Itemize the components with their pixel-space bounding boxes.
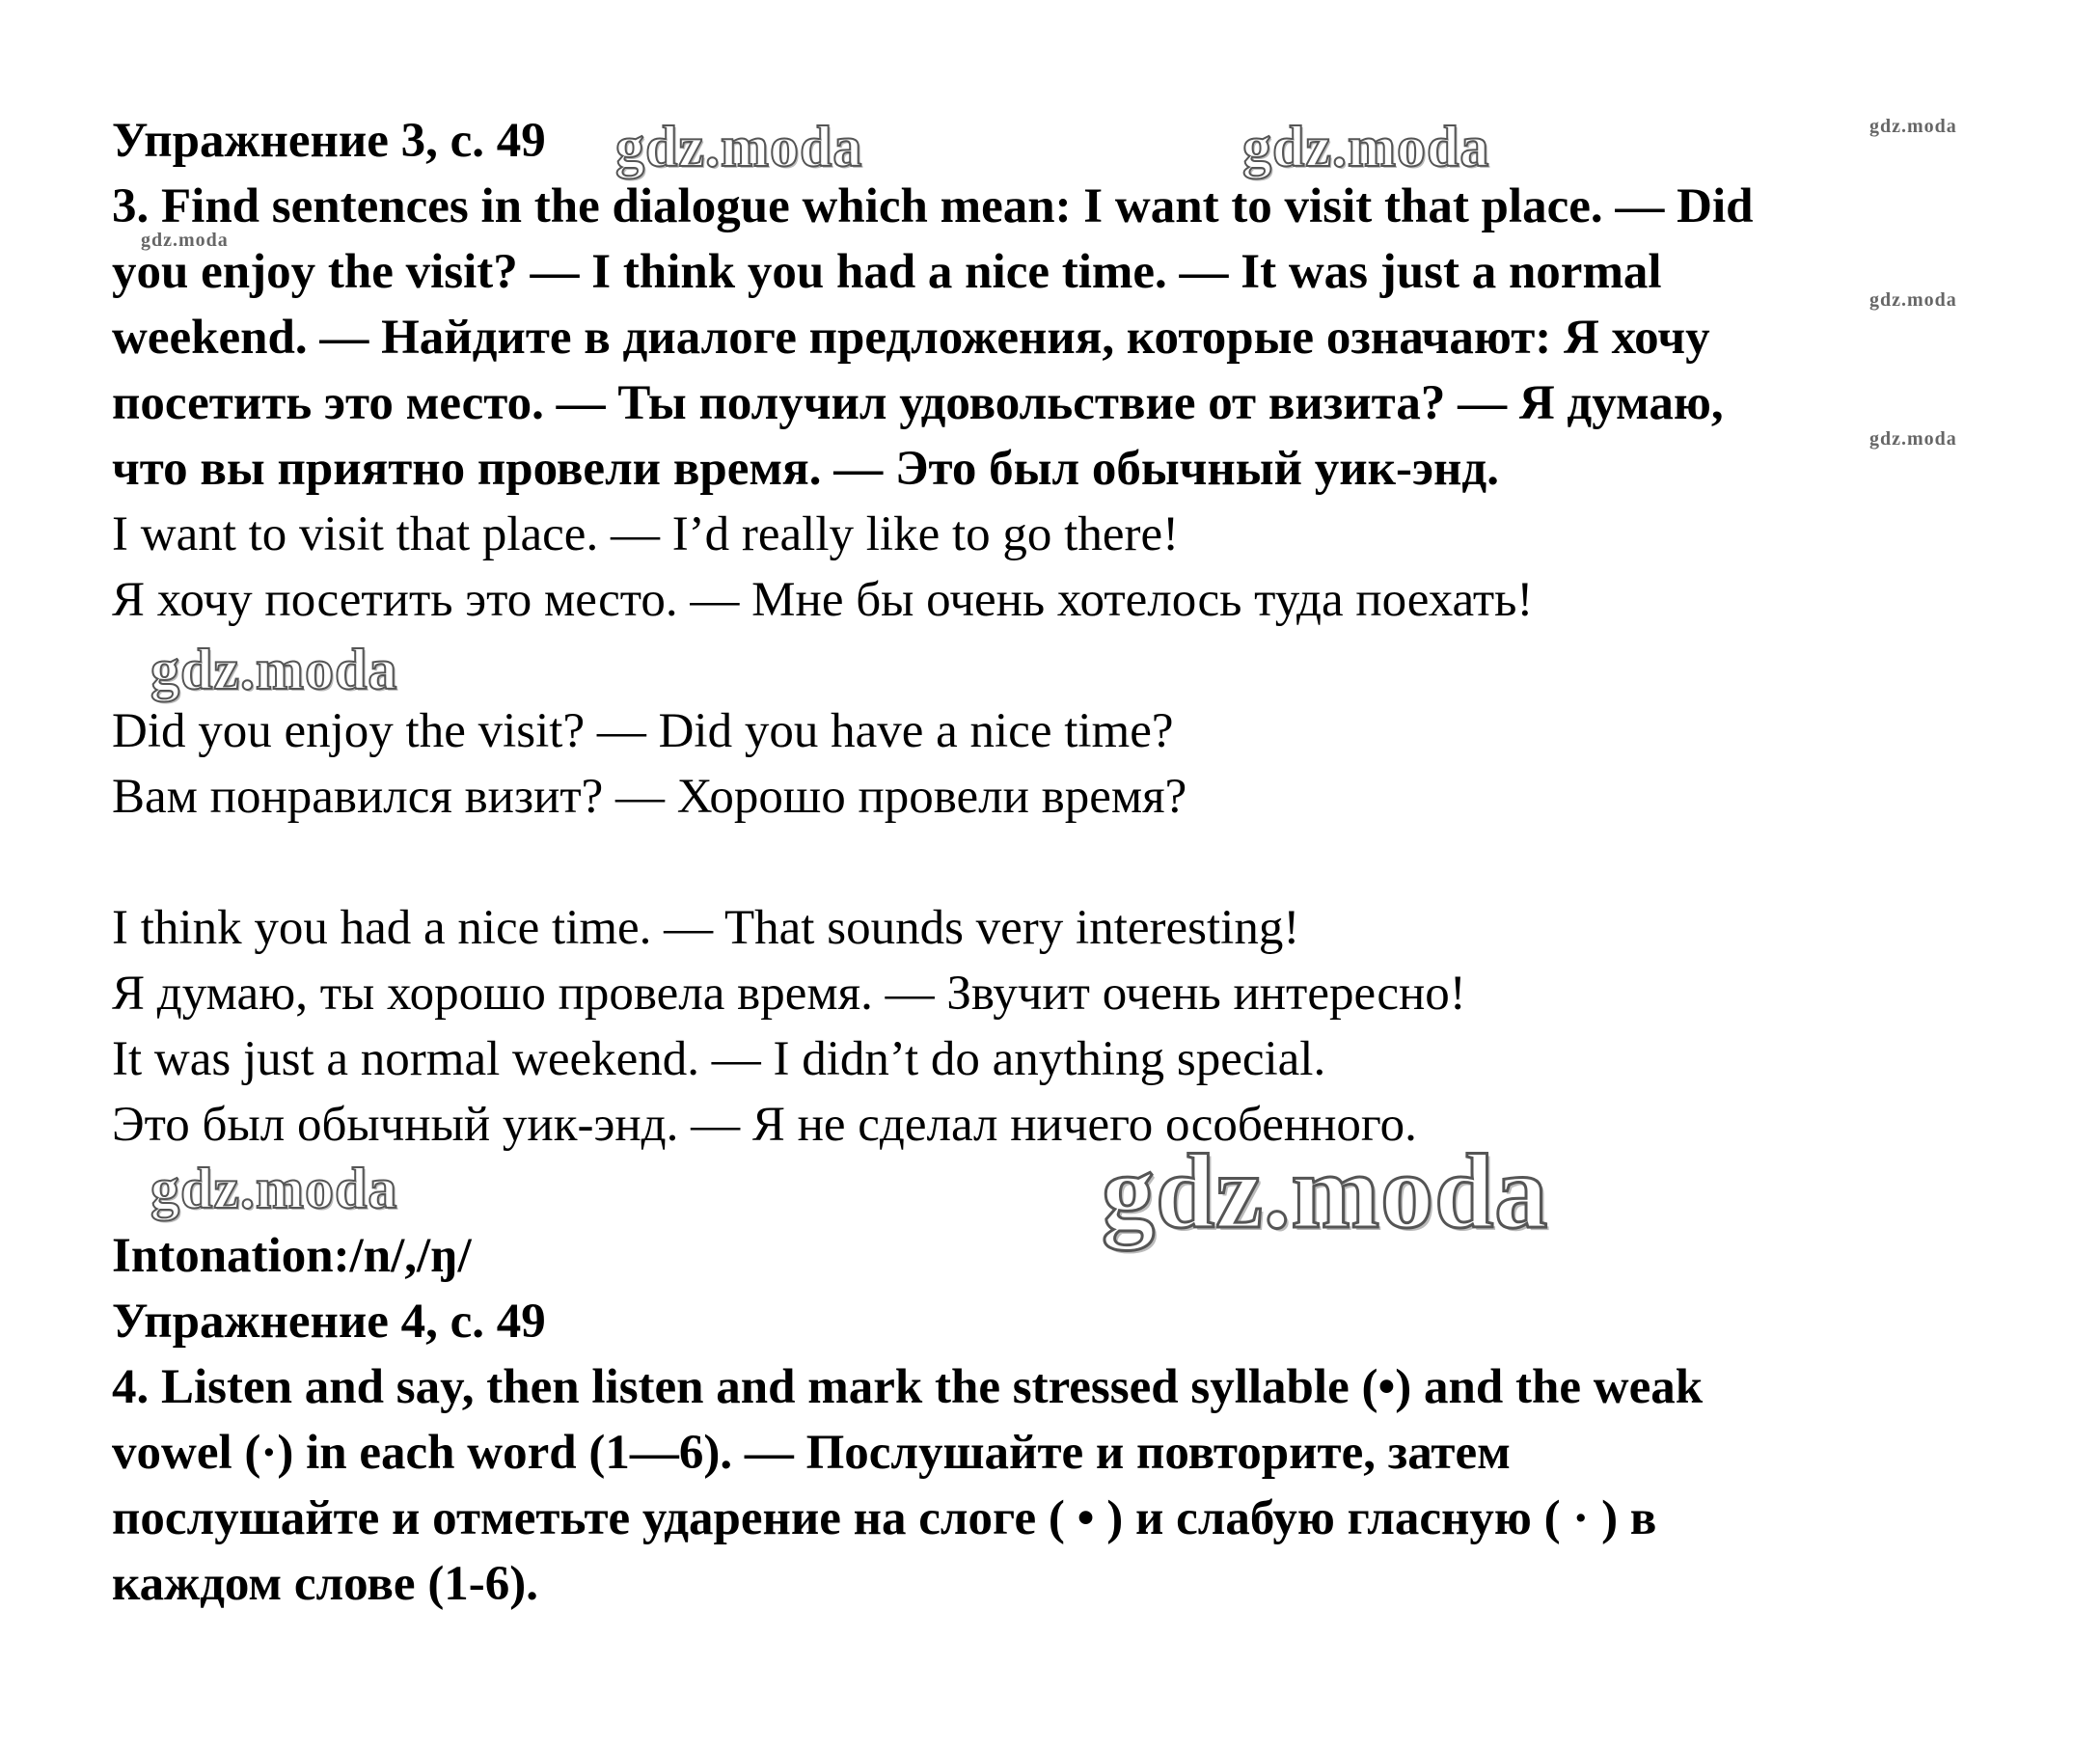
watermark: gdz.moda [615, 115, 863, 178]
answer-russian: Я думаю, ты хорошо провела время. — Звучит очень интересно! [112, 967, 1466, 1021]
blank-line [112, 1158, 2032, 1223]
document-body [112, 108, 2032, 1617]
answer-english: I want to visit that place. — I’d really like to go there! [112, 507, 1180, 561]
exercise-3-task-line: weekend. — Найдите в диалоге предложения, которые означают: Я хочу [112, 311, 1710, 365]
blank-line [112, 633, 2032, 698]
exercise-4-task-line: каждом слове (1-6). [112, 1557, 539, 1611]
watermark: gdz.moda [150, 638, 398, 701]
exercise-3-task-line: 3. Find sentences in the dialogue which mean: I want to visit that place. — Did [112, 179, 1754, 233]
intonation-heading: Intonation:/n/,/ŋ/ [112, 1229, 472, 1283]
answer-russian: Это был обычный уик-энд. — Я не сделал ничего особенного. [112, 1098, 1417, 1152]
exercise-3-task-line: посетить это место. — Ты получил удовольствие от визита? — Я думаю, [112, 376, 1724, 430]
answer-russian: Я хочу посетить это место. — Мне бы очень хотелось туда поехать! [112, 573, 1534, 627]
watermark: gdz.moda [141, 230, 229, 251]
exercise-3-heading: Упражнение 3, с. 49 [112, 114, 546, 168]
exercise-4-heading: Упражнение 4, с. 49 [112, 1295, 546, 1349]
answer-english: Did you enjoy the visit? — Did you have a nice time? [112, 704, 1174, 758]
blank-line [112, 830, 2032, 895]
exercise-3-task-line: что вы приятно провели время. — Это был обычный уик-энд. [112, 442, 1499, 496]
watermark: gdz.moda [150, 1157, 398, 1220]
exercise-4-task-line: vowel (·) in each word (1—6). — Послушайте и повторите, затем [112, 1426, 1511, 1480]
exercise-3-task-line: you enjoy the visit? — I think you had a nice time. — It was just a normal [112, 245, 1662, 299]
exercise-4-task-line: 4. Listen and say, then listen and mark the stressed syllable (•) and the weak [112, 1360, 1704, 1414]
watermark: gdz.moda [1242, 115, 1490, 178]
watermark: gdz.moda [1869, 116, 1957, 137]
answer-english: I think you had a nice time. — That sounds very interesting! [112, 901, 1300, 955]
watermark: gdz.moda [1869, 289, 1957, 311]
answer-english: It was just a normal weekend. — I didn’t do anything special. [112, 1032, 1326, 1086]
watermark: gdz.moda [1869, 428, 1957, 450]
exercise-4-task-line: послушайте и отметьте ударение на слоге ( • ) и слабую гласную ( · ) в [112, 1491, 1657, 1545]
watermark: gdz.moda [1102, 1133, 1549, 1250]
answer-russian: Вам понравился визит? — Хорошо провели время? [112, 770, 1187, 824]
